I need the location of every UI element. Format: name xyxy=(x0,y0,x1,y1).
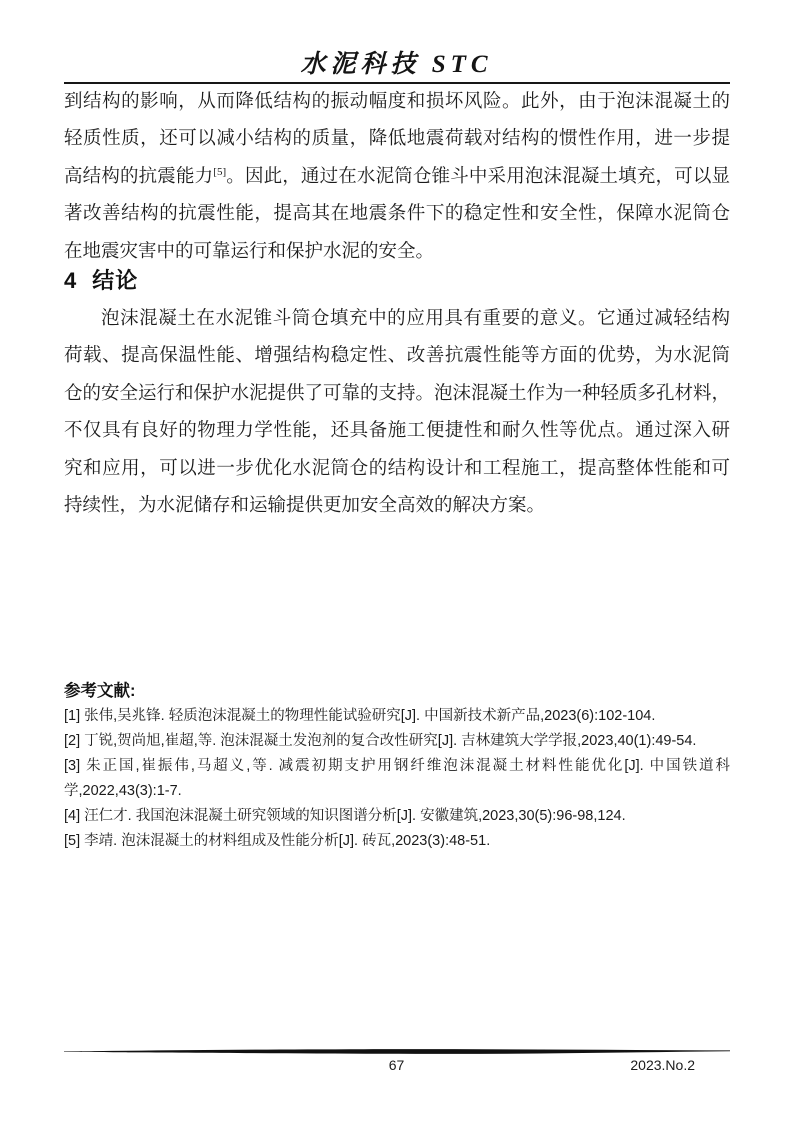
reference-item: [1] 张伟,吴兆锋. 轻质泡沫混凝土的物理性能试验研究[J]. 中国新技术新产品,2023(6):102-104. xyxy=(64,708,656,724)
reference-item: [4] 汪仁才. 我国泡沫混凝土研究领域的知识图谱分析[J]. 安徽建筑,2023,30(5):96-98,124. xyxy=(64,808,626,824)
reference-item: [5] 李靖. 泡沫混凝土的材料组成及性能分析[J]. 砖瓦,2023(3):48-51. xyxy=(64,833,491,849)
section-number: 4 xyxy=(64,268,77,293)
body-text: 高结构的抗震能力 xyxy=(64,166,214,187)
body-line: 轻质性质，还可以减小结构的质量，降低地震荷载对结构的惯性作用，进一步提 xyxy=(64,129,730,150)
body-line: 持续性，为水泥储存和运输提供更加安全高效的解决方案。 xyxy=(64,495,546,516)
references-heading: 参考文献: xyxy=(64,682,136,700)
citation-superscript: [5] xyxy=(213,165,227,178)
body-line: 泡沫混凝土在水泥锥斗筒仓填充中的应用具有重要的意义。它通过减轻结构 xyxy=(101,309,730,329)
reference-item: [2] 丁锐,贺尚旭,崔超,等. 泡沫混凝土发泡剂的复合改性研究[J]. 吉林建筑大学学报,2023,40(1):49-54. xyxy=(64,733,697,749)
body-line: 不仅具有良好的物理力学性能，还具备施工便捷性和耐久性等优点。通过深入研 xyxy=(64,421,730,442)
body-line: 仓的安全运行和保护水泥提供了可靠的支持。泡沫混凝土作为一种轻质多孔材料， xyxy=(64,383,730,404)
body-line xyxy=(64,159,730,196)
body-line: 著改善结构的抗震性能，提高其在地震条件下的稳定性和安全性，保障水泥筒仓 xyxy=(64,204,730,225)
body-line: 到结构的影响，从而降低结构的振动幅度和损坏风险。此外，由于泡沫混凝土的 xyxy=(64,92,730,112)
body-line: 荷载、提高保温性能、增强结构稳定性、改善抗震性能等方面的优势，为水泥筒 xyxy=(64,346,730,367)
section-title: 结论 xyxy=(92,268,139,293)
body-line: 在地震灾害中的可靠运行和保护水泥的安全。 xyxy=(64,241,435,262)
journal-title: 水泥科技 STC xyxy=(300,51,493,78)
page-number: 67 xyxy=(388,1057,405,1073)
section-heading xyxy=(64,266,138,296)
reference-item: [3] 朱正国,崔振伟,马超义,等. 减震初期支护用钢纤维泡沫混凝土材料性能优化[J]. 中国铁道科 xyxy=(64,758,730,774)
reference-item-continuation: 学,2022,43(3):1-7. xyxy=(64,783,182,799)
body-line: 究和应用，可以进一步优化水泥筒仓的结构设计和工程施工，提高整体性能和可 xyxy=(64,458,730,479)
paragraph-continued xyxy=(64,84,730,271)
conclusion-paragraph xyxy=(64,301,730,525)
body-text: 。因此，通过在水泥筒仓锥斗中采用泡沫混凝土填充，可以显 xyxy=(226,166,730,187)
footer-rule xyxy=(64,1048,730,1056)
references-section xyxy=(64,680,730,854)
issue-number: 2023.No.2 xyxy=(630,1057,695,1073)
